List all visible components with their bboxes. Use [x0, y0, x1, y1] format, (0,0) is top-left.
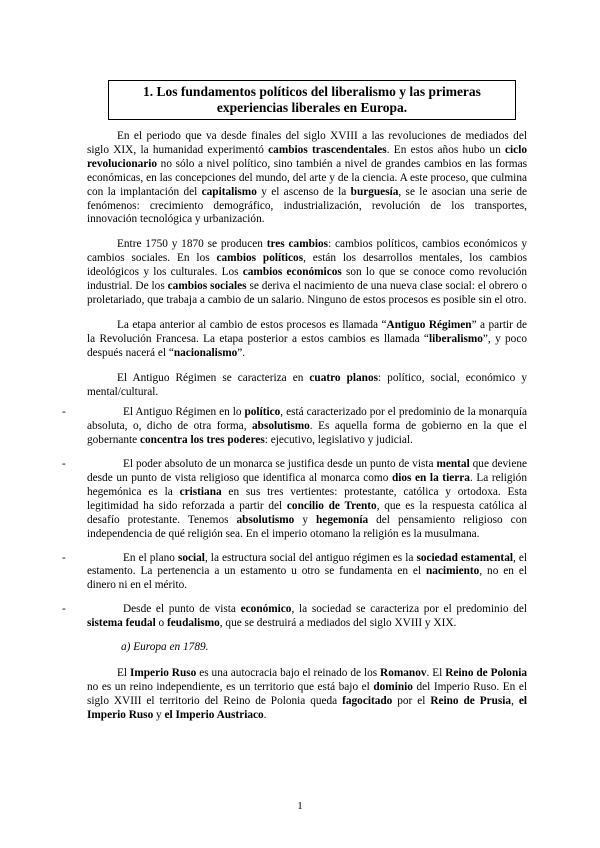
list-item-politico: - El Antiguo Régimen en lo político, está caracterizado por el predominio de la monarquía absoluta, o, dicho de otra forma, absolutismo. Es aquella forma de gobierno en la que el gobernante concentra los tres poderes: ejecutivo, legislativo y judicial.: [62, 406, 527, 447]
paragraph-imperio-ruso: El Imperio Ruso es una autocracia bajo el reinado de los Romanov. El Reino de Polonia no es un reino independiente, es un territorio que está bajo el dominio del Imperio Ruso. En el siglo XVIII el territorio del Reino de Polonia queda fagocitado por el Reino de Prusia, el Imperio Ruso y el Imperio Austriaco.: [87, 667, 528, 721]
list-dash: -: [62, 603, 66, 616]
page-number: 1: [297, 800, 303, 812]
paragraph-cuatro-planos: El Antiguo Régimen se caracteriza en cuatro planos: político, social, económico y mental/cultural.: [87, 371, 528, 398]
section-title: [108, 80, 516, 120]
list-dash: -: [62, 458, 66, 471]
paragraph-antiguo-regimen: La etapa anterior al cambio de estos procesos es llamada “Antiguo Régimen” a partir de la Revolución Francesa. La etapa posterior a estos cambios es llamada “liberalismo”, y poco después nacerá el “nacionalismo”.: [87, 318, 528, 359]
section-title-line-1: 1. Los fundamentos políticos del liberalismo y las primeras: [143, 84, 481, 99]
paragraph-intro: En el periodo que va desde finales del siglo XVIII a las revoluciones de mediados del siglo XIX, la humanidad experimentó cambios trascendentales. En estos años hubo un ciclo revolucionario no sólo a nivel político, sino también a nivel de grandes cambios en las formas económicas, en las concepciones del mundo, del arte y de la ciencia. A este proceso, que culmina con la implantación del capitalismo y el ascenso de la burguesía, se le asocian una serie de fenómenos: crecimiento demográfico, industrialización, revolución de los transportes, innovación tecnológica y urbanización.: [87, 130, 528, 226]
paragraph-three-changes: Entre 1750 y 1870 se producen tres cambios: cambios políticos, cambios económicos y cambios sociales. En los cambios políticos, están los desarrollos mentales, los cambios ideológicos y los culturales. Los cambios económicos son lo que se conoce como revolución industrial. De los cambios sociales se deriva el nacimiento de una nueva clase social: el obrero o proletariado, que trabaja a cambio de un salario. Ninguno de estos procesos es posible sin el otro.: [87, 238, 527, 306]
list-item-economico: - Desde el punto de vista económico, la sociedad se caracteriza por el predominio del sistema feudal o feudalismo, que se destruirá a mediados del siglo XVIII y XIX.: [62, 603, 527, 630]
list-dash: -: [62, 406, 66, 419]
list-dash: -: [62, 551, 66, 564]
list-item-social: - En el plano social, la estructura social del antiguo régimen es la sociedad estamental, el estamento. La pertenencia a un estamento u otro se fundamenta en el nacimiento, no en el dinero ni en el mérito.: [62, 551, 528, 592]
document-body: [62, 130, 528, 734]
list-item-mental: - El poder absoluto de un monarca se justifica desde un punto de vista mental que deviene desde un punto de vista religioso que identifica al monarca como dios en la tierra. La religión hegemónica es la cristiana en sus tres vertientes: protestante, católica y ortodoxa. Esta legitimidad ha sido reforzada a partir del concilio de Trento, que es la respuesta católica al desafío protestante. Tenemos absolutismo y hegemonía del pensamiento religioso con independencia de qué religión sea. En el imperio otomano la religión es la musulmana.: [62, 458, 528, 540]
section-title-line-2: experiencias liberales en Europa.: [216, 100, 408, 115]
subheading-europa-1789: a) Europa en 1789.: [121, 641, 209, 654]
